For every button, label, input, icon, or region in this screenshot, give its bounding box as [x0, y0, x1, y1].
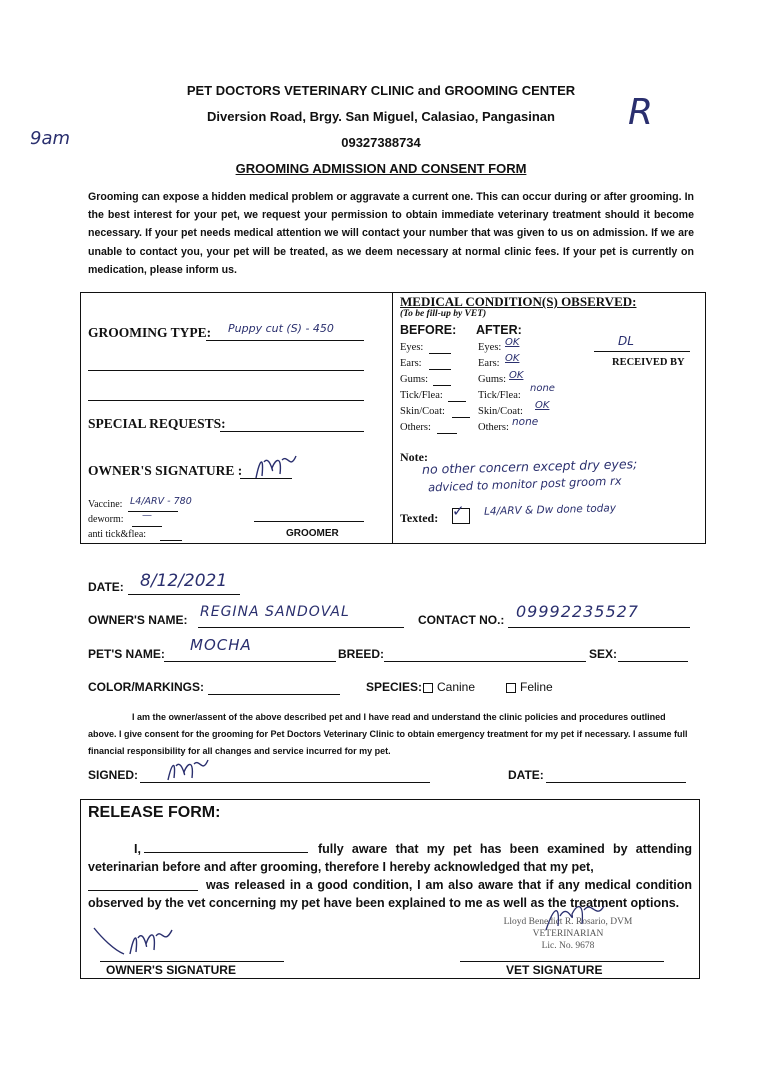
blank-line-1	[88, 370, 364, 371]
med-row-eyes-before-line	[429, 353, 451, 354]
canine-checkbox[interactable]	[423, 683, 433, 693]
feline-option[interactable]	[506, 680, 553, 694]
vet-signature	[540, 896, 610, 936]
margin-initial-note: R	[628, 92, 654, 133]
med-row-skin-value[interactable]: OK	[535, 400, 550, 411]
sex-line	[618, 661, 688, 662]
med-row-skin-before-line	[452, 417, 470, 418]
before-label: BEFORE:	[400, 323, 457, 337]
med-row-gums-before-line	[433, 385, 451, 386]
intro-paragraph: Grooming can expose a hidden medical problem or aggravate a current one. This can occur during or after grooming. In the best interest for your pet, we request your permission to obtain immediate veterinary treatment should it become necessary. If your pet needs medical attention we will contact your number that was given to us on admission. If we are unable to contact you, your pet will be treated, as we deem necessary at normal clinic fees. If your pet is currently on medication, please inform us.	[88, 191, 694, 276]
release-i-label: I,	[134, 842, 141, 856]
antitick-line	[160, 540, 182, 541]
clinic-name: PET DOCTORS VETERINARY CLINIC and GROOMING CENTER	[186, 83, 576, 98]
grooming-type-label: GROOMING TYPE:	[88, 325, 212, 340]
deworm-value[interactable]: —	[142, 510, 152, 521]
med-row-ears-before: Ears:	[400, 358, 422, 369]
contact-label: CONTACT NO.:	[418, 613, 505, 627]
pet-name-label: PET'S NAME:	[88, 647, 165, 661]
stamp-title: VETERINARIAN	[532, 929, 604, 939]
stamp-name: Lloyd Benedict R. Rosario, DVM	[503, 917, 633, 927]
received-by-line	[594, 351, 690, 352]
med-row-others-before: Others:	[400, 422, 431, 433]
grooming-type-value[interactable]: Puppy cut (S) - 450	[228, 322, 334, 335]
med-row-others-before-line	[437, 433, 457, 434]
signed-signature	[162, 754, 212, 786]
release-vet-sig-label: VET SIGNATURE	[506, 963, 603, 977]
color-label: COLOR/MARKINGS:	[88, 680, 204, 694]
release-title: RELEASE FORM:	[88, 804, 221, 821]
owner-name-label: OWNER'S NAME:	[88, 613, 188, 627]
med-row-tick-before: Tick/Flea:	[400, 390, 443, 401]
texted-label: Texted:	[400, 511, 439, 525]
med-row-ears-before-line	[429, 369, 451, 370]
canine-label: Canine	[437, 680, 476, 694]
sex-label: SEX:	[589, 647, 618, 661]
signed-date-label: DATE:	[508, 768, 544, 782]
contact-line	[508, 627, 690, 628]
texted-checkmark: ✓	[452, 502, 465, 520]
after-label: AFTER:	[476, 323, 522, 337]
med-row-gums-after: Gums:	[478, 374, 507, 385]
species-label: SPECIES:	[366, 680, 423, 694]
consent-paragraph: I am the owner/assent of the above described pet and I have read and understand the clinic policies and procedures outlined above. I give consent for the grooming for Pet Doctors Veterinary Clinic to obtain emergency treatment for my pet if necessary. I assume full financial responsibility for all changes and service incurred for my pet.	[88, 712, 688, 756]
clinic-phone: 09327388734	[341, 135, 421, 150]
owner-name-line	[198, 627, 404, 628]
vaccine-value[interactable]: L4/ARV - 780	[130, 496, 192, 507]
med-row-others-value[interactable]: none	[512, 416, 539, 428]
med-row-skin-before: Skin/Coat:	[400, 406, 445, 417]
feline-checkbox[interactable]	[506, 683, 516, 693]
color-line	[208, 694, 340, 695]
special-requests-line	[220, 431, 364, 432]
release-text-1: fully aware that my pet has been examined by attending veterinarian before and after grooming, therefore I hereby acknowledged that my pet,	[88, 842, 692, 874]
special-requests-label: SPECIAL REQUESTS:	[88, 416, 226, 431]
canine-option[interactable]	[423, 680, 475, 694]
breed-label: BREED:	[338, 647, 385, 661]
date-label: DATE:	[88, 580, 124, 594]
medical-title: MEDICAL CONDITION(S) OBSERVED:	[400, 294, 637, 309]
grooming-type-line	[206, 340, 364, 341]
owner-signature-scribble	[250, 448, 300, 484]
med-row-eyes-after: Eyes:	[478, 342, 502, 353]
date-value[interactable]: 8/12/2021	[140, 571, 228, 591]
groomer-label: GROOMER	[286, 528, 339, 539]
pet-name-value[interactable]: MOCHA	[190, 636, 252, 654]
medical-subtitle: (To be fill-up by VET)	[400, 309, 487, 319]
contact-value[interactable]: 09992235527	[516, 602, 639, 621]
received-by-label: RECEIVED BY	[612, 357, 685, 368]
vaccine-label: Vaccine:	[88, 499, 123, 510]
med-row-ears-after: Ears:	[478, 358, 500, 369]
med-row-tick-value[interactable]: none	[530, 383, 555, 394]
texted-note: L4/ARV & Dw done today	[483, 502, 617, 518]
release-owner-sig-label: OWNER'S SIGNATURE	[106, 963, 236, 977]
note-line-2: adviced to monitor post groom rx	[427, 473, 622, 495]
med-row-others-after: Others:	[478, 422, 509, 433]
med-row-eyes-value[interactable]: OK	[505, 337, 520, 348]
note-line-1: no other concern except dry eyes;	[421, 456, 638, 477]
panel-divider	[392, 293, 393, 543]
release-owner-line	[100, 961, 284, 962]
med-row-eyes-before: Eyes:	[400, 342, 424, 353]
vaccine-line	[128, 511, 178, 512]
margin-time-note: 9am	[30, 128, 71, 149]
release-owner-signature	[90, 920, 190, 964]
deworm-line	[132, 526, 162, 527]
note-label: Note:	[400, 450, 428, 464]
breed-line	[384, 661, 586, 662]
received-by-value: DL	[618, 334, 634, 348]
clinic-address: Diversion Road, Brgy. San Miguel, Calasiao, Pangasinan	[207, 109, 555, 124]
groomer-line	[254, 521, 364, 522]
med-row-tick-after: Tick/Flea:	[478, 390, 521, 401]
form-title: GROOMING ADMISSION AND CONSENT FORM	[235, 161, 527, 176]
blank-line-2	[88, 400, 364, 401]
feline-label: Feline	[520, 680, 553, 694]
stamp-license: Lic. No. 9678	[541, 941, 595, 951]
med-row-gums-before: Gums:	[400, 374, 429, 385]
date-line	[128, 594, 240, 595]
owner-name-value[interactable]: REGINA SANDOVAL	[200, 604, 350, 620]
signed-label: SIGNED:	[88, 768, 139, 782]
med-row-gums-value[interactable]: OK	[509, 370, 524, 381]
release-text-2: was released in a good condition, I am also aware that if any medical condition observed by the vet concerning my pet have been explained to me as well as the treatment options.	[88, 878, 692, 910]
owner-signature-label: OWNER'S SIGNATURE :	[88, 463, 243, 478]
deworm-label: deworm:	[88, 514, 124, 525]
signed-date-line	[546, 782, 686, 783]
med-row-ears-value[interactable]: OK	[505, 353, 520, 364]
release-vet-line	[460, 961, 664, 962]
med-row-skin-after: Skin/Coat:	[478, 406, 523, 417]
med-row-tick-before-line	[448, 401, 466, 402]
antitick-label: anti tick&flea:	[88, 529, 147, 540]
pet-name-line	[164, 661, 336, 662]
